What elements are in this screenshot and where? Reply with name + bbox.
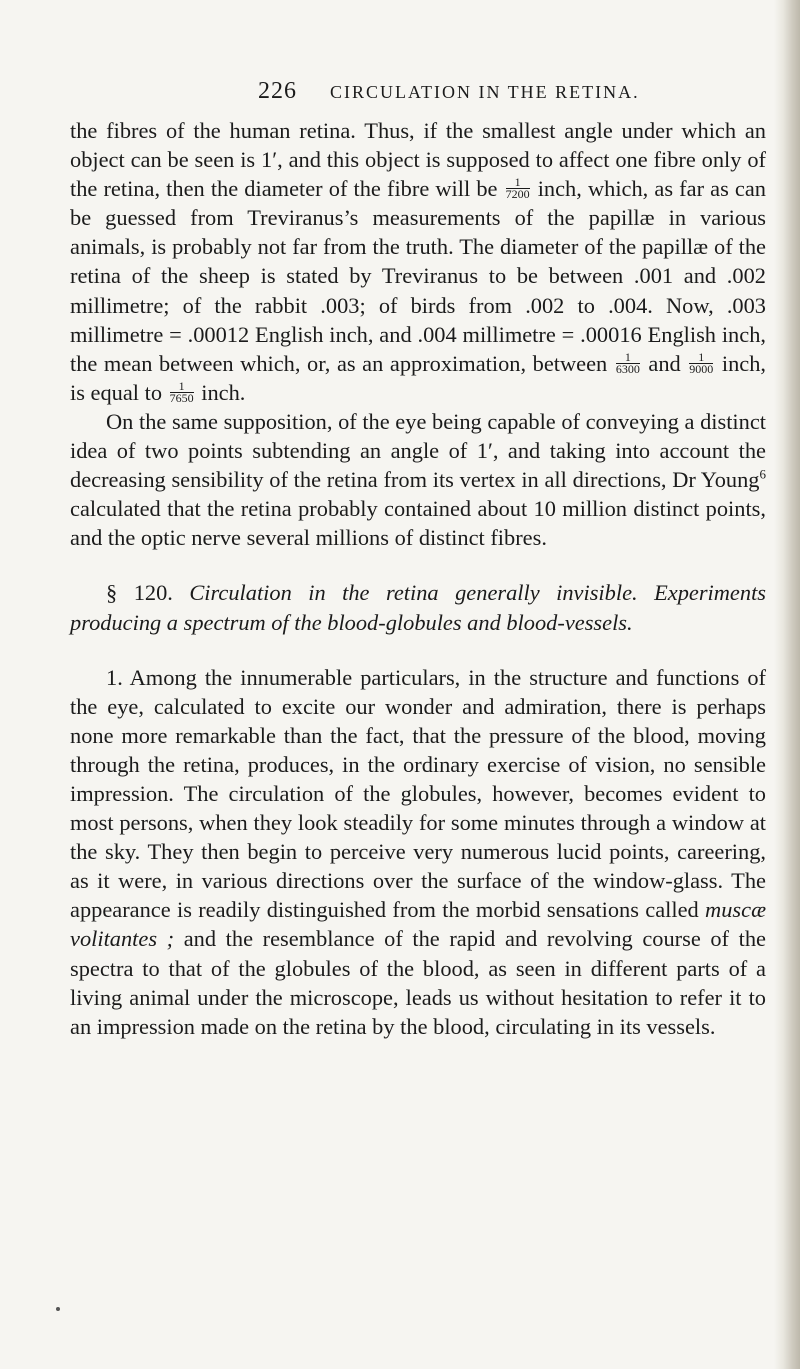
margin-mark <box>56 1307 60 1311</box>
section-title: Circulation in the retina generally invisible. Experiments producing a spectrum of the blood-globules and blood-vessels. <box>70 580 767 635</box>
spacer <box>70 637 766 663</box>
running-head: CIRCULATION IN THE RETINA. <box>330 82 640 102</box>
paragraph-young: On the same supposition, of the eye being capable of conveying a distinct idea of two points subtending an angle of 1′, and taking into account the decreasing sensibility of the retina from its vertex in all directions, Dr Young$^6$ calculated that the retina probably contained about 10 million distinct points, and the optic nerve several millions of distinct fibres. <box>70 408 766 551</box>
section-heading <box>70 578 766 636</box>
fraction-1-7200: $\frac{1}{7200}$ <box>505 175 530 202</box>
page-number: 226 <box>258 78 297 104</box>
fraction-1-7650: $\frac{1}{7650}$ <box>169 378 194 405</box>
paragraph-1: 1. Among the innumerable particulars, in the structure and functions of the eye, calculated to excite our wonder and admiration, there is perhaps none more remarkable than the fact, that the pressure of the blood, moving through the retina, produces, in the ordinary exercise of vision, no sensible impression. The circulation of the globules, however, becomes evident to most persons, when they look steadily for some minutes through a window at the sky. They then begin to perceive very numerous lucid points, careering, as it were, in various directions over the surface of the window-glass. The appearance is readily distinguished from the morbid sensations called muscæ volitantes ; and the resemblance of the rapid and revolving course of the spectra to that of the globules of the blood, as seen in different parts of a living animal under the microscope, leads us without hesitation to refer it to an impression made on the retina by the blood, circulating in its vessels. <box>70 664 766 1039</box>
fraction-1-9000: $\frac{1}{9000}$ <box>689 349 714 376</box>
paragraph-continued: the fibres of the human retina. Thus, if the smallest angle under which an object can be seen is 1′, and this object is supposed to affect one fibre only of the retina, then the diameter of the fibre will be $\frac{1}{7200}$ inch, which, as far as can be guessed from Treviranus’s measurements of the papillæ in various animals, is probably not far from the truth. The diameter of the papillæ of the retina of the sheep is stated by Treviranus to be between .001 and .002 millimetre; of the rabbit .003; of birds from .002 to .004. Now, .003 millimetre = .00012 English inch, and .004 millimetre = .00016 English inch, the mean between which, or, as an approximation, between $\frac{1}{6300}$ and $\frac{1}{9000}$ inch, is equal to $\frac{1}{7650}$ inch. <box>70 118 767 405</box>
section-number: 120. <box>133 580 173 606</box>
page-edge-shadow <box>774 0 800 1369</box>
body-text <box>70 116 766 1041</box>
page-header <box>0 78 800 108</box>
section-sign: § <box>106 580 134 606</box>
italic-term: muscæ volitantes ; <box>70 897 766 952</box>
fraction-1-6300: $\frac{1}{6300}$ <box>615 349 640 376</box>
footnote-ref-6: 6 <box>759 466 766 482</box>
